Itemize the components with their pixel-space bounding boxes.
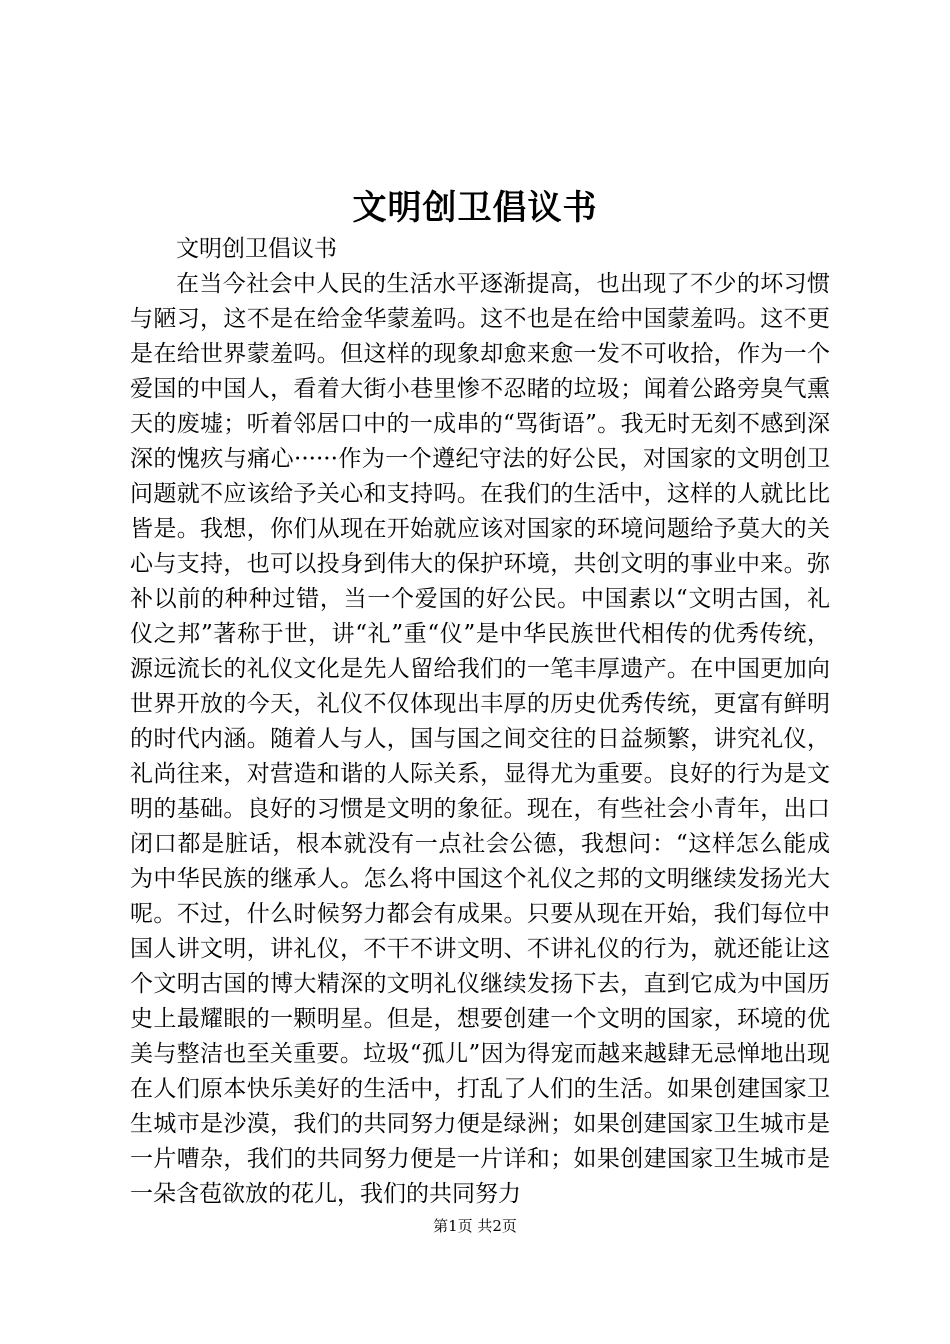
document-subtitle: 文明创卫倡议书 [176, 236, 337, 262]
document-title: 文明创卫倡议书 [352, 188, 598, 228]
document-body [130, 232, 830, 1212]
page-number-footer: 第1页 共2页 [433, 1217, 517, 1235]
body-paragraph: 在当今社会中人民的生活水平逐渐提高，也出现了不少的坏习惯与陋习，这不是在给金华蒙羞吗。这不也是在给中国蒙羞吗。这不更是在给世界蒙羞吗。但这样的现象却愈来愈一发不可收拾，作为一个爱国的中国人，看着大街小巷里惨不忍睹的垃圾；闻着公路旁臭气熏天的废墟；听着邻居口中的一成串的“骂街语”。我无时无刻不感到深深的愧疚与痛心······作为一个遵纪守法的好公民，对国家的文明创卫问题就不应该给予关心和支持吗。在我们的生活中，这样的人就比比皆是。我想，你们从现在开始就应该对国家的环境问题给予莫大的关心与支持，也可以投身到伟大的保护环境，共创文明的事业中来。弥补以前的种种过错，当一个爱国的好公民。中国素以“文明古国，礼仪之邦”著称于世，讲“礼”重“仪”是中华民族世代相传的优秀传统，源远流长的礼仪文化是先人留给我们的一笔丰厚遗产。在中国更加向世界开放的今天，礼仪不仅体现出丰厚的历史优秀传统，更富有鲜明的时代内涵。随着人与人，国与国之间交往的日益频繁，讲究礼仪，礼尚往来，对营造和谐的人际关系，显得尤为重要。良好的行为是文明的基础。良好的习惯是文明的象征。现在，有些社会小青年，出口闭口都是脏话，根本就没有一点社会公德，我想问：“这样怎么能成为中华民族的继承人。怎么将中国这个礼仪之邦的文明继续发扬光大呢。不过，什么时候努力都会有成果。只要从现在开始，我们每位中国人讲文明，讲礼仪，不干不讲文明、不讲礼仪的行为，就还能让这个文明古国的博大精深的文明礼仪继续发扬下去，直到它成为中国历史上最耀眼的一颗明星。但是，想要创建一个文明的国家，环境的优美与整洁也至关重要。垃圾“孤儿”因为得宠而越来越肆无忌惮地出现在人们原本快乐美好的生活中，打乱了人们的生活。如果创建国家卫生城市是沙漠，我们的共同努力便是绿洲；如果创建国家卫生城市是一片嘈杂，我们的共同努力便是一片详和；如果创建国家卫生城市是一朵含苞欲放的花儿，我们的共同努力 [130, 271, 830, 1207]
